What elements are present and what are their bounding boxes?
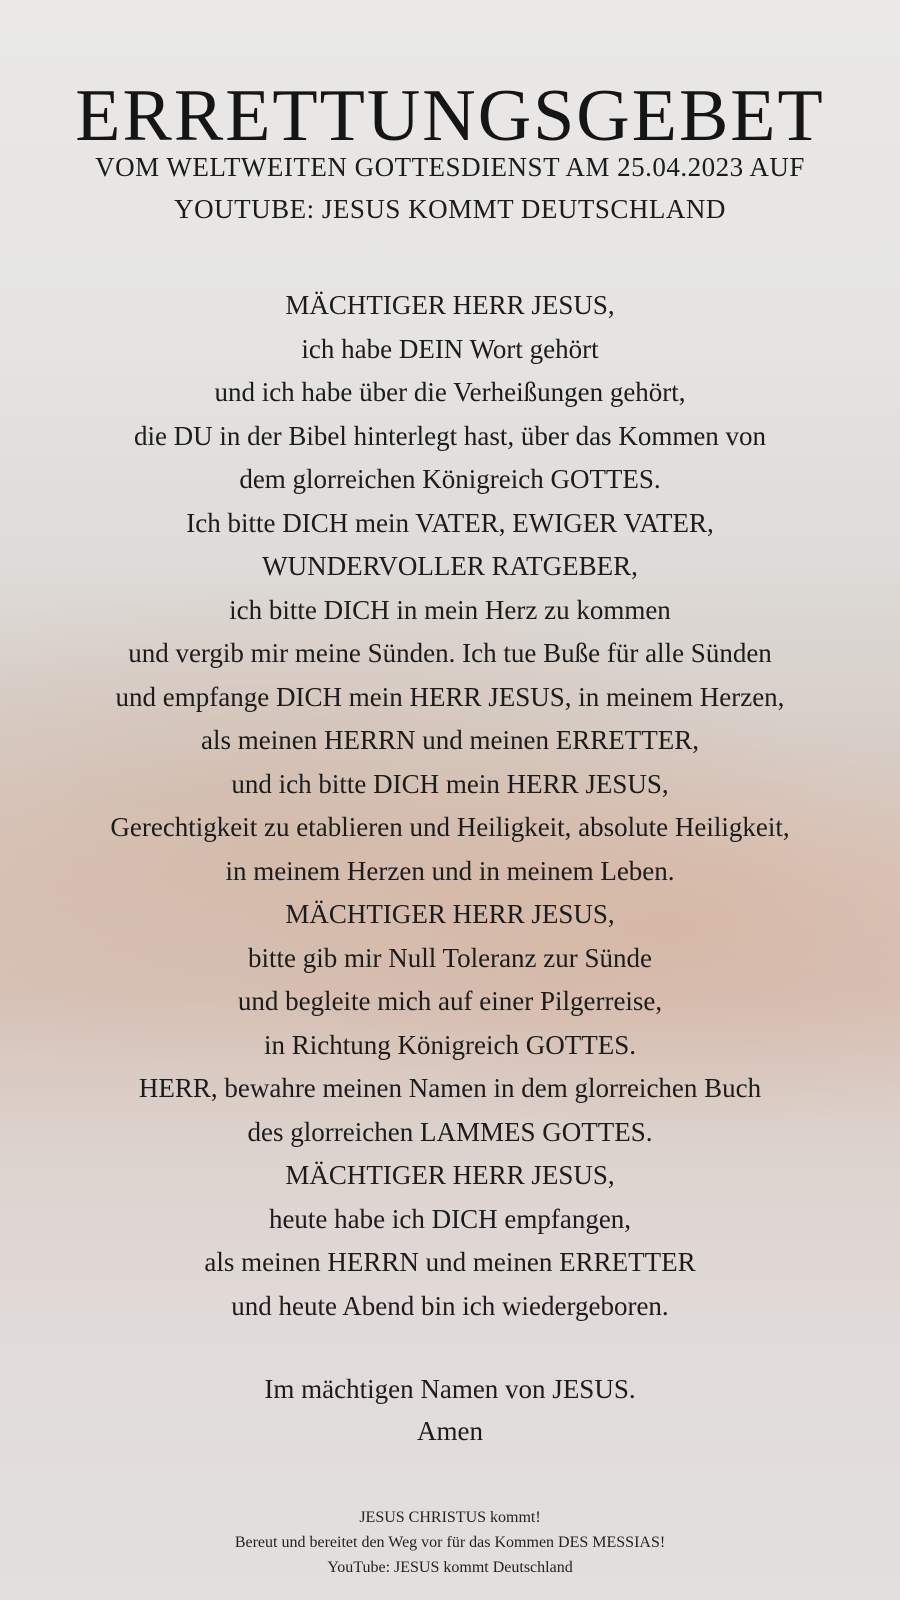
closing (0, 1368, 900, 1452)
prayer-line: Ich bitte DICH mein VATER, EWIGER VATER, (186, 507, 714, 538)
prayer-line: und ich habe über die Verheißungen gehört, (214, 377, 686, 407)
prayer-line: ich bitte DICH in mein Herz zu kommen (229, 594, 671, 625)
prayer-line: dem glorreichen Königreich GOTTES. (239, 464, 661, 494)
prayer-line: MÄCHTIGER HERR JESUS, (285, 290, 615, 320)
prayer-line: und ich bitte DICH mein HERR JESUS, (231, 768, 669, 799)
footer-line: YouTube: JESUS kommt Deutschland (327, 1559, 573, 1576)
prayer-line: MÄCHTIGER HERR JESUS, (285, 1160, 615, 1190)
subtitle (60, 146, 840, 230)
subtitle-line: YOUTUBE: JESUS KOMMT DEUTSCHLAND (174, 194, 726, 224)
page-title: ERRETTUNGSGEBET (75, 75, 825, 157)
prayer-line: als meinen HERRN und meinen ERRETTER (204, 1247, 696, 1277)
prayer-line: ich habe DEIN Wort gehört (301, 333, 599, 364)
footer (0, 1505, 900, 1580)
footer-line: JESUS CHRISTUS kommt! (359, 1509, 541, 1526)
prayer-line: des glorreichen LAMMES GOTTES. (247, 1116, 653, 1147)
prayer-line: und heute Abend bin ich wiedergeboren. (231, 1290, 669, 1321)
prayer-line: und begleite mich auf einer Pilgerreise, (237, 986, 663, 1016)
prayer-line: die DU in der Bibel hinterlegt hast, über das Kommen von (133, 420, 767, 451)
prayer-line: HERR, bewahre meinen Namen in dem glorreichen Buch (138, 1073, 762, 1103)
prayer-line: bitte gib mir Null Toleranz zur Sünde (247, 942, 653, 973)
footer-line: Bereut und bereitet den Weg vor für das Kommen DES MESSIAS! (234, 1534, 666, 1551)
prayer-line: WUNDERVOLLER RATGEBER, (262, 551, 638, 581)
amen-line: Amen (417, 1416, 483, 1446)
closing-line: Im mächtigen Namen von JESUS. (264, 1374, 636, 1404)
prayer-line: in meinem Herzen und in meinem Leben. (225, 855, 675, 886)
prayer-line: und empfange DICH mein HERR JESUS, in meinem Herzen, (115, 681, 785, 712)
prayer-line: und vergib mir meine Sünden. Ich tue Buße für alle Sünden (128, 638, 772, 668)
prayer-line: als meinen HERRN und meinen ERRETTER, (201, 725, 699, 755)
prayer-line: heute habe ich DICH empfangen, (268, 1203, 632, 1234)
prayer-text (20, 284, 880, 1328)
subtitle-line: VOM WELTWEITEN GOTTESDIENST AM 25.04.2023 AUF (95, 152, 805, 182)
prayer-line: in Richtung Königreich GOTTES. (264, 1029, 636, 1060)
prayer-line: MÄCHTIGER HERR JESUS, (285, 899, 615, 929)
prayer-line: Gerechtigkeit zu etablieren und Heiligkeit, absolute Heiligkeit, (110, 812, 790, 842)
